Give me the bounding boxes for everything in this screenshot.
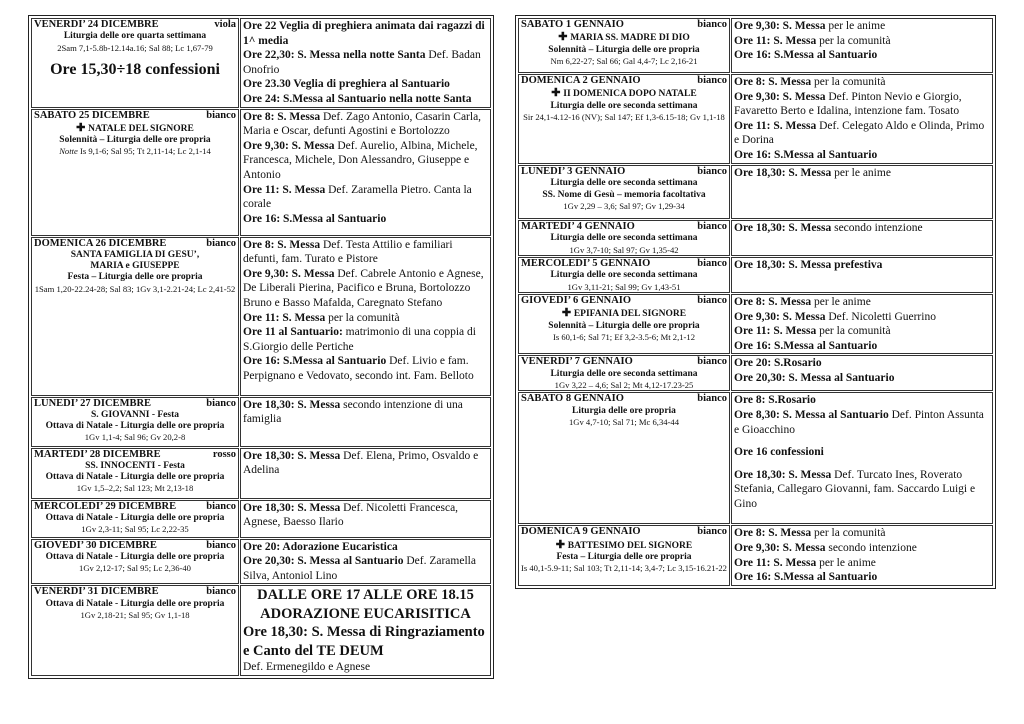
event-time: Ore 8: S. Messa: [734, 527, 812, 540]
schedule-row: [31, 585, 491, 675]
event-line: [243, 449, 488, 478]
event-line: [734, 119, 990, 148]
scripture-readings: [34, 146, 236, 156]
scripture-readings: [521, 245, 727, 255]
readings-text: 1Gv 3,11-21; Sal 99; Gv 1,43-51: [567, 281, 681, 292]
event-intention: Def. Nicoletti Guerrino: [825, 310, 936, 323]
event-intention: Def. Pinton Nevio e Giorgio, Favaretto Berto e Idalina, intenzione fam. Tosato: [734, 90, 962, 118]
liturgy-note: Liturgia delle ore quarta settimana: [63, 31, 207, 42]
event-line: [243, 183, 488, 212]
feast-title: [521, 539, 727, 552]
schedule-row: [518, 165, 993, 219]
event-time: Ore 20: S.Rosario: [734, 357, 822, 370]
event-time: Ore 8: S. Messa: [243, 110, 321, 123]
readings-text: 1Gv 2,29 – 3,6; Sal 97; Gv 1,29-34: [563, 200, 685, 211]
event-intention: per la comunità: [816, 34, 891, 47]
liturgy-note: Liturgia delle ore seconda settimana: [550, 368, 698, 379]
event-line: [243, 77, 488, 92]
liturgy-note: Ottava di Natale - Liturgia delle ore propria: [45, 421, 225, 432]
readings-text: 1Sam 1,20-22.24-28; Sal 83; 1Gv 3,1-2.21-24; Lc 2,41-52: [34, 283, 236, 294]
event-time: Ore 18,30: S. Messa: [243, 398, 341, 411]
day-cell: [518, 18, 730, 73]
scripture-readings: [34, 432, 236, 442]
event-line: [243, 501, 488, 530]
scripture-readings: [521, 380, 727, 390]
event-time: Ore 18,30: S. Messa: [734, 222, 832, 234]
day-date: LUNEDI’ 3 GENNAIO: [521, 166, 626, 177]
event-time: Ore 11: S. Messa: [734, 119, 817, 132]
event-time: Ore 9,30: S. Messa: [734, 310, 826, 323]
event-time: Ore 18,30: S. Messa: [734, 468, 832, 481]
spacer: [734, 460, 990, 468]
events-cell: [731, 294, 993, 354]
scripture-readings: [521, 56, 727, 66]
event-line: [243, 19, 488, 48]
event-time: Ore 16: S.Messa al Santuario: [734, 49, 878, 62]
feast-title: [34, 122, 236, 135]
scripture-readings: [521, 201, 727, 211]
day-date: LUNEDI’ 27 DICEMBRE: [34, 397, 152, 409]
event-intention: per la comunità: [811, 76, 886, 88]
liturgical-color: bianco: [697, 258, 727, 269]
feast-name: II DOMENICA DOPO NATALE: [563, 89, 697, 100]
liturgical-color: bianco: [697, 295, 727, 306]
liturgy-note: Ottava di Natale - Liturgia delle ore propria: [45, 512, 225, 523]
scripture-readings: [34, 483, 236, 493]
event-intention: Def. Pinton Assunta e Gioacchino: [734, 408, 984, 436]
liturgy-note: Ottava di Natale - Liturgia delle ore propria: [45, 598, 225, 609]
events-cell: [731, 220, 993, 256]
event-intention: Def. Zaramella Silva, Antoniol Lino: [243, 555, 476, 582]
event-time: Ore 8: S. Messa: [734, 296, 812, 308]
events-cell: [731, 392, 993, 524]
events-cell: [731, 74, 993, 164]
readings-label: Notte: [59, 146, 78, 157]
event-line: [734, 526, 990, 541]
day-header: [34, 586, 236, 598]
schedule-row: [518, 525, 993, 585]
day-cell: [31, 397, 239, 447]
event-intention: secondo intenzione di una famiglia: [243, 398, 463, 426]
liturgical-color: bianco: [206, 397, 236, 409]
events-cell: [731, 355, 993, 391]
event-time: Ore 22 Veglia di preghiera animata dai ragazzi di 1^ media: [243, 20, 485, 47]
liturgical-color: bianco: [206, 500, 236, 512]
event-intention: per le anime: [811, 296, 871, 308]
schedule-table-january: [517, 17, 994, 587]
liturgical-color: bianco: [206, 586, 236, 598]
events-cell: [240, 500, 491, 538]
schedule-row: [518, 355, 993, 391]
liturgy-note: S. GIOVANNI - Festa: [91, 409, 179, 420]
day-header: [34, 449, 236, 461]
liturgical-color: bianco: [697, 221, 727, 232]
day-header: [521, 19, 727, 31]
day-date: GIOVEDI’ 6 GENNAIO: [521, 295, 632, 306]
liturgy-note: Solennità – Liturgia delle ore propria: [548, 44, 700, 55]
day-cell: [518, 165, 730, 219]
event-intention: Def. Turcato Ines, Roverato Stefania, Callegaro Giovanni, fam. Saccardo Luigi e Gino: [734, 468, 976, 510]
schedule-row: [31, 237, 491, 396]
event-line: [243, 354, 488, 383]
event-intention: Def. Ermenegildo e Agnese: [243, 660, 371, 673]
event-line: [734, 221, 990, 236]
readings-text: 1Gv 1,5–2,2; Sal 123; Mt 2,13-18: [76, 483, 194, 494]
event-intention: per le anime: [816, 556, 876, 569]
cross-icon: ✚: [555, 538, 568, 551]
liturgical-color: bianco: [206, 237, 236, 249]
event-intention: per le anime: [825, 20, 886, 32]
day-date: MARTEDI’ 4 GENNAIO: [521, 221, 635, 232]
day-header: [521, 166, 727, 178]
day-date: DOMENICA 2 GENNAIO: [521, 75, 641, 86]
liturgy-note: Liturgia delle ore seconda settimana: [550, 100, 698, 111]
event-intention: per la comunità: [816, 325, 891, 338]
event-time: Ore 11: S. Messa: [243, 311, 326, 324]
scripture-readings: [521, 112, 727, 122]
scripture-readings: [521, 282, 727, 292]
schedule-row: [31, 18, 491, 108]
readings-text: Is 60,1-6; Sal 71; Ef 3,2-3.5-6; Mt 2,1-12: [552, 331, 696, 342]
liturgy-note: Ottava di Natale - Liturgia delle ore propria: [45, 472, 225, 483]
event-intention: per le anime: [831, 167, 891, 179]
liturgical-color: bianco: [206, 109, 236, 121]
event-intention: Def. Zago Antonio, Casarin Carla, Maria e Oscar, defunti Agostini e Bortolozzo: [243, 110, 482, 138]
event-time: Ore 16: S.Messa al Santuario: [243, 212, 387, 225]
event-time: Ore 16: S.Messa al Santuario: [734, 339, 878, 352]
day-cell: [518, 392, 730, 524]
events-cell: [240, 109, 491, 236]
readings-text: 1Gv 2,3-11; Sal 95; Lc 2,22-35: [81, 524, 189, 535]
schedule-row: [518, 74, 993, 164]
calendar-left-column: [28, 15, 494, 679]
schedule-row: [31, 109, 491, 236]
events-cell: [731, 257, 993, 293]
liturgical-color: bianco: [697, 393, 727, 405]
readings-text: 1Gv 1,1-4; Sal 96; Gv 20,2-8: [84, 432, 186, 443]
liturgy-note: Liturgia delle ore seconda settimana: [550, 178, 698, 189]
day-cell: [518, 74, 730, 164]
feast-name: EPIFANIA DEL SIGNORE: [573, 309, 687, 320]
day-cell: [518, 220, 730, 256]
day-date: DOMENICA 9 GENNAIO: [521, 526, 641, 538]
day-header: [521, 393, 727, 405]
day-cell: [31, 109, 239, 236]
feast-name: BATTESIMO DEL SIGNORE: [567, 540, 693, 551]
event-time: Ore 9,30: S. Messa: [243, 267, 335, 280]
event-time: Ore 8: S. Messa: [734, 76, 812, 88]
day-header: [34, 19, 236, 31]
day-date: DOMENICA 26 DICEMBRE: [34, 237, 167, 249]
event-line: [243, 311, 488, 326]
event-intention: Def. Livio e fam. Perpignano e Vedovato, secondo int. Fam. Belloto: [243, 355, 474, 382]
feast-title: [521, 87, 727, 100]
schedule-row: [31, 539, 491, 585]
day-cell: [518, 525, 730, 585]
event-line: [734, 324, 990, 339]
liturgy-note: Ottava di Natale - Liturgia delle ore propria: [45, 551, 225, 562]
special-announcement: ADORAZIONE EUCARISITICA: [260, 605, 471, 622]
feast-name: MARIA SS. MADRE DI DIO: [570, 33, 690, 44]
cross-icon: ✚: [561, 307, 574, 320]
readings-text: Is 40,1-5.9-11; Sal 103; Tt 2,11-14; 3,4-7; Lc 3,15-16.21-22: [521, 563, 727, 574]
event-intention: Def. Zaramella Pietro. Canta la corale: [243, 183, 472, 211]
event-time: Ore 18,30: S. Messa: [243, 501, 341, 514]
event-line: [734, 556, 990, 571]
special-announcement: Ore 18,30: S. Messa di Ringraziamento: [243, 624, 485, 641]
event-time: Ore 9,30: S. Messa: [734, 541, 826, 554]
event-intention: Def. Badan Onofrio: [243, 49, 481, 76]
event-intention: Def. Nicoletti Francesca, Agnese, Baesso Ilario: [243, 501, 459, 529]
event-time: Ore 16: S.Messa al Santuario: [734, 148, 878, 161]
event-intention: Def. Elena, Primo, Osvaldo e Adelina: [243, 449, 479, 477]
event-intention: matrimonio di una coppia di S.Giorgio delle Pertiche: [243, 326, 476, 353]
readings-text: 1Gv 3,7-10; Sal 97; Gv 1,35-42: [569, 244, 679, 255]
event-time: Ore 18,30: S. Messa prefestiva: [734, 259, 883, 271]
event-time: Ore 11: S. Messa: [243, 183, 326, 196]
liturgy-note: MARIA e GIUSEPPE: [90, 261, 180, 272]
day-date: SABATO 1 GENNAIO: [521, 19, 624, 30]
event-time: Ore 9,30: S. Messa: [243, 139, 335, 152]
liturgy-note: Festa – Liturgia delle ore propria: [67, 272, 203, 283]
event-line: [243, 554, 488, 583]
event-intention: Def. Cabrele Antonio e Agnese, De Liberali Pierina, Pacifico e Bruna, Bortolozzo Bruno e Basso Mafalda, Caregnato Stefano: [243, 267, 484, 309]
event-intention: secondo intenzione: [831, 222, 923, 234]
day-date: SABATO 25 DICEMBRE: [34, 109, 150, 121]
event-line: [243, 212, 488, 227]
event-intention: per la comunità: [325, 311, 400, 324]
day-header: [34, 110, 236, 122]
liturgy-note: SANTA FAMIGLIA DI GESU’,: [70, 249, 200, 260]
scripture-readings: [34, 610, 236, 620]
event-time: Ore 24: S.Messa al Santuario nella notte Santa: [243, 92, 472, 105]
day-header: [521, 75, 727, 87]
readings-text: 1Gv 3,22 – 4,6; Sal 2; Mt 4,12-17.23-25: [554, 379, 694, 390]
event-line: [243, 110, 488, 139]
event-time: Ore 23.30 Veglia di preghiera al Santuario: [243, 78, 450, 91]
event-time: Ore 16: S.Messa al Santuario: [243, 355, 387, 368]
event-time: Ore 20,30: S. Messa al Santuario: [734, 371, 895, 384]
schedule-row: [31, 448, 491, 499]
event-line: [734, 356, 990, 371]
liturgy-note: Festa – Liturgia delle ore propria: [556, 551, 692, 562]
event-time: Ore 22,30: S. Messa nella notte Santa: [243, 49, 426, 62]
event-time: Ore 18,30: S. Messa: [734, 167, 832, 179]
day-cell: [31, 539, 239, 585]
day-header: [521, 258, 727, 270]
event-line: [734, 90, 990, 119]
events-cell: [240, 18, 491, 108]
liturgical-color: bianco: [697, 356, 727, 368]
day-date: VENERDI’ 24 DICEMBRE: [34, 19, 159, 30]
event-line: [734, 75, 990, 90]
liturgy-note: SS. Nome di Gesù – memoria facoltativa: [542, 189, 706, 200]
event-time: Ore 8,30: S. Messa al Santuario: [734, 408, 889, 421]
event-line: [243, 540, 488, 555]
liturgical-color: bianco: [697, 75, 727, 86]
event-time: Ore 16: S.Messa al Santuario: [734, 571, 878, 584]
event-intention: Def. Celegato Aldo e Olinda, Primo e Dorina: [734, 119, 985, 147]
schedule-row: [518, 18, 993, 73]
event-line: [734, 34, 990, 49]
events-cell: [240, 397, 491, 447]
event-line: [243, 398, 488, 427]
scripture-readings: [34, 524, 236, 534]
day-header: [521, 295, 727, 307]
readings-text: Nm 6,22-27; Sal 66; Gal 4,4-7; Lc 2,16-21: [550, 55, 698, 66]
event-line: [734, 148, 990, 163]
event-time: Ore 11 al Santuario:: [243, 326, 343, 339]
schedule-row: [518, 392, 993, 524]
event-line: [734, 468, 990, 512]
schedule-table-december: [30, 17, 492, 677]
special-announcement: e Canto del TE DEUM: [243, 642, 384, 659]
schedule-row: [31, 500, 491, 538]
event-time: Ore 8: S.Rosario: [734, 394, 816, 407]
events-cell: [731, 165, 993, 219]
liturgy-note: SS. INNOCENTI - Festa: [85, 460, 185, 471]
event-line: [243, 267, 488, 311]
feast-title: [521, 31, 727, 44]
readings-text: 2Sam 7,1-5.8b-12.14a.16; Sal 88; Lc 1,67-79: [57, 42, 213, 53]
feast-title: [521, 307, 727, 320]
event-line: [734, 19, 990, 34]
event-time: Ore 11: S. Messa: [734, 34, 817, 47]
day-header: [521, 526, 727, 538]
event-line: [734, 339, 990, 354]
day-header: [34, 540, 236, 552]
liturgy-note: Solennità – Liturgia delle ore propria: [59, 135, 211, 146]
day-date: VENERDI’ 7 GENNAIO: [521, 356, 633, 368]
day-header: [34, 501, 236, 513]
event-line: [243, 48, 488, 77]
schedule-row: [518, 220, 993, 256]
event-line: [243, 139, 488, 183]
event-intention: per la comunità: [811, 527, 886, 540]
day-date: MERCOLEDI’ 29 DICEMBRE: [34, 500, 177, 512]
scripture-readings: [34, 284, 236, 294]
event-line: [734, 408, 990, 437]
readings-text: 1Gv 2,18-21; Sal 95; Gv 1,1-18: [80, 609, 190, 620]
event-line: [734, 445, 990, 460]
event-line: [734, 166, 990, 181]
event-time: Ore 11: S. Messa: [734, 325, 817, 338]
event-time: Ore 20: Adorazione Eucaristica: [243, 540, 398, 553]
event-line: [734, 541, 990, 556]
readings-text: 1Gv 4,7-10; Sal 71; Mc 6,34-44: [568, 416, 680, 427]
event-line: [734, 393, 990, 408]
events-cell: [731, 18, 993, 73]
events-cell: [240, 448, 491, 499]
schedule-row: [31, 397, 491, 447]
readings-text: Is 9,1-6; Sal 95; Tt 2,11-14; Lc 2,1-14: [77, 146, 211, 157]
liturgical-color: bianco: [206, 539, 236, 551]
event-line: [734, 258, 990, 273]
event-line: [243, 238, 488, 267]
day-cell: [31, 237, 239, 396]
event-line: [734, 310, 990, 325]
day-date: MERCOLEDI’ 5 GENNAIO: [521, 258, 651, 269]
special-announcement: DALLE ORE 17 ALLE ORE 18.15: [257, 587, 474, 604]
event-time: Ore 16 confessioni: [734, 446, 824, 459]
event-time: Ore 11: S. Messa: [734, 556, 817, 569]
day-header: [34, 238, 236, 250]
liturgical-color: bianco: [697, 526, 727, 538]
event-intention: secondo intenzione: [825, 541, 917, 554]
cross-icon: ✚: [558, 31, 571, 44]
cross-icon: ✚: [551, 87, 564, 100]
day-cell: [31, 500, 239, 538]
liturgy-note: Liturgia delle ore propria: [572, 405, 676, 416]
day-date: VENERDI’ 31 DICEMBRE: [34, 586, 159, 598]
event-line: [734, 48, 990, 63]
confession-times: Ore 15,30÷18 confessioni: [50, 60, 220, 78]
event-time: Ore 9,30: S. Messa: [734, 20, 826, 32]
day-header: [521, 221, 727, 233]
liturgical-color: bianco: [697, 19, 727, 30]
day-header: [34, 398, 236, 410]
feast-name: NATALE DEL SIGNORE: [88, 123, 194, 134]
events-cell: [731, 525, 993, 585]
event-time: Ore 20,30: S. Messa al Santuario: [243, 555, 404, 568]
readings-text: Sir 24,1-4.12-16 (NV); Sal 147; Ef 1,3-6.15-18; Gv 1,1-18: [523, 111, 725, 122]
calendar-right-column: [515, 15, 996, 589]
scripture-readings: [34, 563, 236, 573]
day-date: MARTEDI’ 28 DICEMBRE: [34, 448, 161, 460]
scripture-readings: [521, 332, 727, 342]
spacer: [734, 437, 990, 445]
day-cell: [31, 585, 239, 675]
event-time: Ore 8: S. Messa: [243, 238, 321, 251]
event-time: Ore 9,30: S. Messa: [734, 90, 826, 103]
liturgy-note: Solennità – Liturgia delle ore propria: [548, 320, 700, 331]
events-cell: [240, 237, 491, 396]
events-cell: [240, 585, 491, 675]
liturgical-color: viola: [214, 19, 236, 30]
day-cell: [31, 18, 239, 108]
liturgical-color: bianco: [697, 166, 727, 177]
event-intention: Def. Testa Attilio e familiari defunti, fam. Turato e Pistore: [243, 238, 453, 266]
liturgy-note: Liturgia delle ore seconda settimana: [550, 233, 698, 244]
event-line: [243, 92, 488, 107]
day-header: [521, 356, 727, 368]
schedule-row: [518, 257, 993, 293]
readings-text: 1Gv 2,12-17; Sal 95; Lc 2,36-40: [79, 563, 191, 574]
day-cell: [518, 257, 730, 293]
day-date: SABATO 8 GENNAIO: [521, 393, 624, 405]
schedule-row: [518, 294, 993, 354]
scripture-readings: [34, 43, 236, 53]
day-cell: [518, 294, 730, 354]
scripture-readings: [521, 417, 727, 427]
liturgical-color: rosso: [212, 448, 236, 460]
events-cell: [240, 539, 491, 585]
day-cell: [518, 355, 730, 391]
liturgy-note: Liturgia delle ore seconda settimana: [550, 270, 698, 281]
event-intention: Def. Aurelio, Albina, Michele, Francesca, Michele, Don Alessandro, Giuseppe e Antonio: [243, 139, 478, 181]
day-cell: [31, 448, 239, 499]
event-time: Ore 18,30: S. Messa: [243, 449, 341, 462]
cross-icon: ✚: [76, 121, 89, 134]
event-line: [243, 325, 488, 354]
day-date: GIOVEDI’ 30 DICEMBRE: [34, 539, 157, 551]
event-line: [734, 570, 990, 585]
event-line: [734, 371, 990, 386]
scripture-readings: [521, 563, 727, 573]
event-line: [734, 295, 990, 310]
